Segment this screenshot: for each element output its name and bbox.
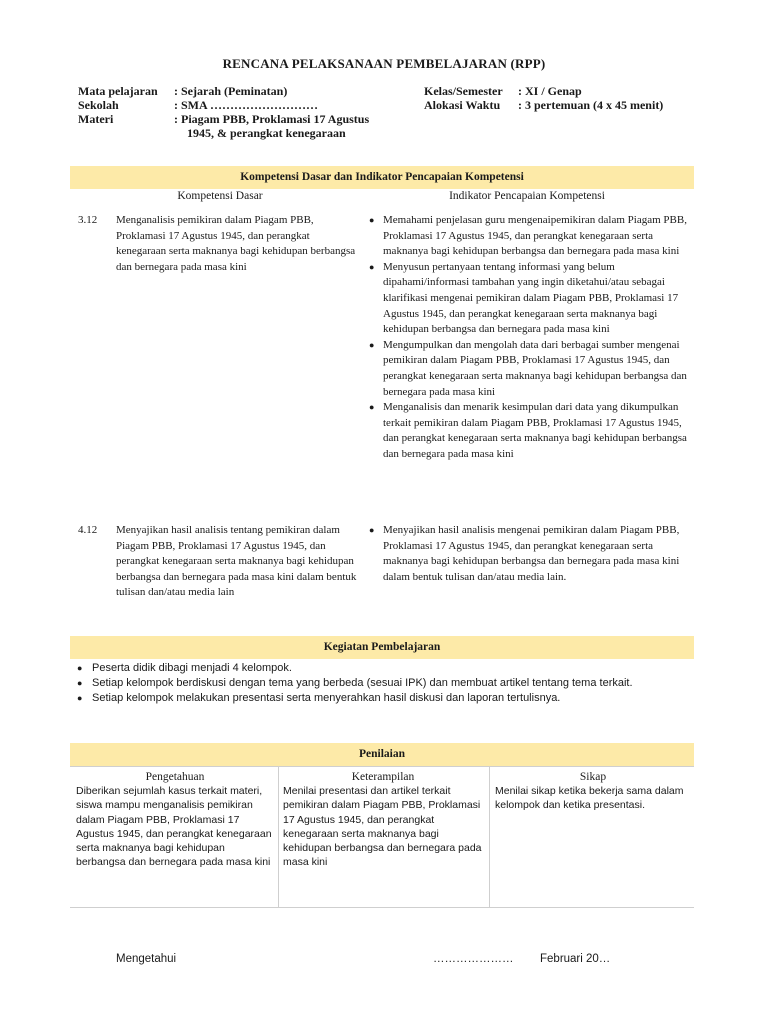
footer-place-dots: ………………… (433, 953, 514, 965)
ipk-item: ● Menyajikan hasil analisis mengenai pemikiran dalam Piagam PBB, Proklamasi 17 Agustus 1945, dan perangkat kenegaraan serta maknanya bagi kehidupan berbangsa dan bernegara pada masa kini dalam bentuk tulisan dan/atau media lain. (369, 523, 691, 585)
ipk-item: ● Mengumpulkan dan mengolah data dari berbagai sumber mengenai pemikiran dalam Piagam PBB, Proklamasi 17 Agustus 1945, dan perangkat kenegaraan serta maknanya bagi kehidupan berbangsa dan bernegara pada masa kini (369, 338, 691, 400)
ipk-list (369, 213, 691, 463)
kd-column-header: Kompetensi Dasar (177, 190, 263, 202)
ipk-column-header: Indikator Pencapaian Kompetensi (449, 190, 605, 202)
penilaian-keterampilan (283, 770, 483, 869)
kompetensi-band: Kompetensi Dasar dan Indikator Pencapaian Kompetensi (70, 166, 694, 189)
meta-subject-label: Mata pelajaran (78, 84, 158, 98)
penilaian-divider (489, 766, 490, 907)
ipk-item: ● Memahami penjelasan guru mengenaipemikiran dalam Piagam PBB, Proklamasi 17 Agustus 1945, dan perangkat kenegaraan serta maknanya bagi kehidupan berbangsa dan bernegara pada masa kini (369, 213, 691, 260)
penilaian-bottom-rule (70, 907, 694, 908)
ipk-item: ● Menganalisis dan menarik kesimpulan dari data yang dikumpulkan terkait pemikiran dalam Piagam PBB, Proklamasi 17 Agustus 1945, dan perangkat kenegaraan serta maknanya bagi kehidupan berbangsa dan bernegara pada masa kini (369, 400, 691, 462)
kd-number: 4.12 (78, 524, 98, 536)
penilaian-column-header: Pengetahuan (145, 771, 205, 783)
meta-time-label: Alokasi Waktu (424, 98, 501, 112)
meta-material-value: : Piagam PBB, Proklamasi 17 Agustus (174, 112, 370, 126)
meta-school-value: : SMA ……………………… (174, 98, 318, 112)
kegiatan-item: ● Setiap kelompok melakukan presentasi serta menyerahkan hasil diskusi dan laporan tertulisnya. (70, 691, 694, 706)
kegiatan-list (70, 661, 694, 707)
kd-number: 3.12 (78, 214, 98, 226)
ipk-list (369, 523, 691, 585)
meta-class-label: Kelas/Semester (424, 84, 503, 98)
penilaian-column-text: Menilai presentasi dan artikel terkait pemikiran dalam Piagam PBB, Proklamasi 17 Agustus 1945, dan perangkat kenegaraan serta maknanya bagi kehidupan berbangsa dan bernegara pada masa kini (283, 785, 482, 869)
meta-subject-value: : Sejarah (Peminatan) (174, 84, 288, 98)
penilaian-band: Penilaian (70, 743, 694, 766)
penilaian-sikap (495, 770, 691, 813)
meta-time-value: : 3 pertemuan (4 x 45 menit) (518, 98, 664, 112)
kd-text: Menyajikan hasil analisis tentang pemikiran dalam Piagam PBB, Proklamasi 17 Agustus 1945, dan perangkat kenegaraan serta maknanya bagi kehidupan berbangsa dan bernegara pada masa kini dalam bentuk tulisan dan/atau media lain (116, 524, 357, 599)
footer-acknowledged: Mengetahui (116, 953, 177, 965)
meta-material-label: Materi (78, 112, 114, 126)
penilaian-pengetahuan (76, 770, 274, 869)
ipk-item: ● Menyusun pertanyaan tentang informasi yang belum dipahami/informasi tambahan yang ingin diketahui/atau sebagai klarifikasi mengenai pemikiran dalam Piagam PBB, Proklamasi 17 Agustus 1945, dan perangkat kenegaraan serta maknanya bagi kehidupan berbangsa dan bernegara pada masa kini (369, 260, 691, 338)
kegiatan-band: Kegiatan Pembelajaran (70, 636, 694, 659)
footer-date: Februari 20… (540, 953, 611, 965)
penilaian-column-header: Keterampilan (351, 771, 415, 783)
page-title: RENCANA PELAKSANAAN PEMBELAJARAN (RPP) (222, 56, 546, 71)
penilaian-column-header: Sikap (579, 771, 607, 783)
meta-school-label: Sekolah (78, 98, 119, 112)
meta-material-value-line2: 1945, & perangkat kenegaraan (187, 126, 346, 140)
penilaian-top-rule (70, 766, 694, 767)
kd-text: Menganalisis pemikiran dalam Piagam PBB, Proklamasi 17 Agustus 1945, dan perangkat kenegaraan serta maknanya bagi kehidupan berbangsa dan bernegara pada masa kini (116, 214, 356, 273)
meta-class-value: : XI / Genap (518, 84, 582, 98)
penilaian-divider (278, 766, 279, 907)
penilaian-column-text: Menilai sikap ketika bekerja sama dalam kelompok dan ketika presentasi. (495, 785, 684, 812)
kegiatan-item: ● Setiap kelompok berdiskusi dengan tema yang berbeda (sesuai IPK) dan membuat artikel tentang tema terkait. (70, 676, 694, 691)
kegiatan-item: ● Peserta didik dibagi menjadi 4 kelompok. (70, 661, 694, 676)
penilaian-column-text: Diberikan sejumlah kasus terkait materi, siswa mampu menganalisis pemikiran dalam Piagam PBB, Proklamasi 17 Agustus 1945, dan perangkat kenegaraan serta maknanya bagi kehidupan berbangsa dan bernegara pada masa kini (76, 785, 272, 869)
